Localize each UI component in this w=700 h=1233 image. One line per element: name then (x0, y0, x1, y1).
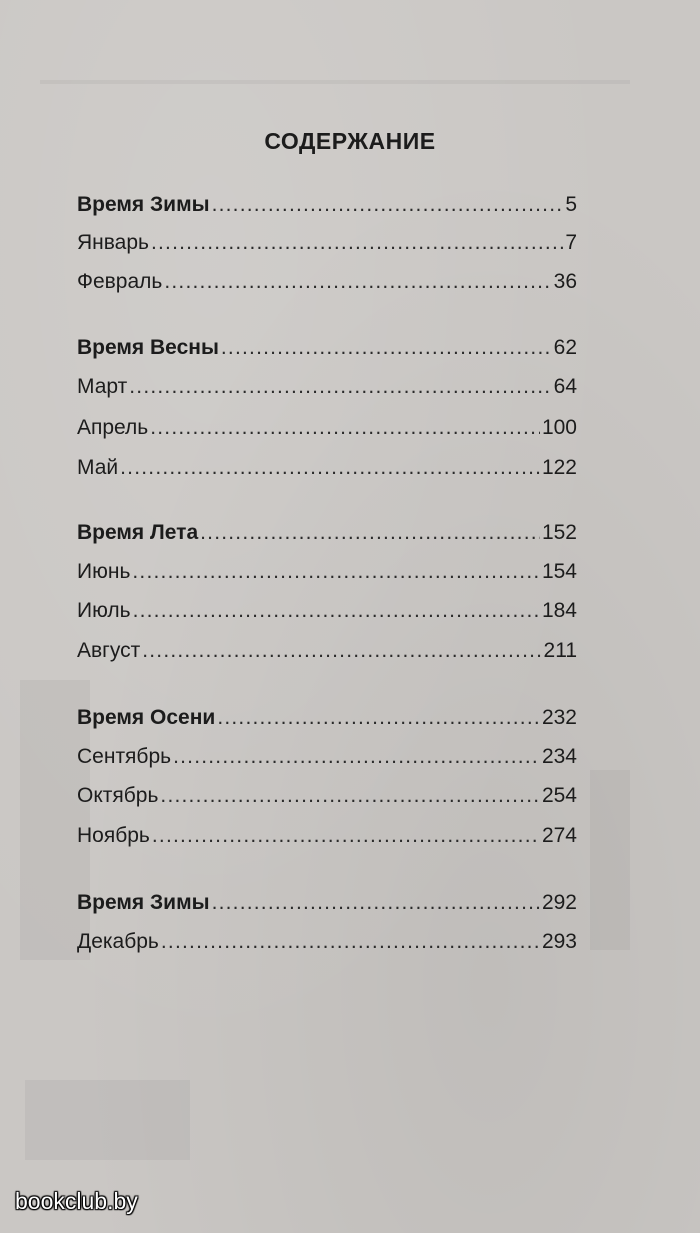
toc-leader-dots (212, 891, 540, 915)
toc-month-entry (77, 456, 577, 484)
toc-entry-label: Январь (77, 231, 149, 254)
toc-entry-label: Время Лета (77, 521, 199, 544)
toc-leader-dots (142, 639, 541, 663)
toc-section-entry (77, 193, 577, 221)
toc-entry-label: Время Весны (77, 336, 219, 359)
toc-leader-dots (150, 416, 540, 440)
toc-leader-dots (200, 521, 540, 545)
toc-month-entry (77, 416, 577, 444)
toc-month-entry (77, 270, 577, 298)
bleed-through-block (25, 1080, 190, 1160)
toc-section-entry (77, 706, 577, 734)
toc-section-entry (77, 521, 577, 549)
toc-leader-dots (133, 599, 540, 623)
toc-entry-label: Сентябрь (77, 745, 172, 768)
toc-entry-label: Август (77, 639, 141, 662)
page-title: СОДЕРЖАНИЕ (264, 128, 436, 154)
toc-leader-dots (161, 930, 540, 954)
toc-entry-page-number: 36 (553, 270, 577, 293)
toc-entry-label: Время Зимы (77, 891, 210, 914)
toc-entry-page-number: 122 (541, 456, 577, 479)
toc-entry-page-number: 5 (565, 193, 577, 216)
toc-leader-dots (129, 375, 551, 399)
toc-entry-page-number: 154 (541, 560, 577, 583)
toc-entry-page-number: 62 (553, 336, 577, 359)
bleed-through-block (40, 80, 630, 84)
toc-entry-page-number: 184 (541, 599, 577, 622)
toc-entry-label: Июль (77, 599, 131, 622)
toc-month-entry (77, 639, 577, 667)
toc-entry-label: Апрель (77, 416, 149, 439)
toc-entry-page-number: 293 (541, 930, 577, 953)
watermark: bookclub.by (15, 1188, 138, 1214)
toc-month-entry (77, 745, 577, 773)
toc-section-entry (77, 336, 577, 364)
toc-month-entry (77, 375, 577, 403)
toc-month-entry (77, 784, 577, 812)
toc-entry-page-number: 7 (565, 231, 577, 254)
toc-leader-dots (152, 824, 540, 848)
toc-leader-dots (132, 560, 540, 584)
toc-leader-dots (221, 336, 552, 360)
toc-entry-label: Май (77, 456, 119, 479)
toc-entry-label: Октябрь (77, 784, 159, 807)
toc-entry-page-number: 100 (541, 416, 577, 439)
toc-entry-page-number: 152 (541, 521, 577, 544)
toc-entry-label: Ноябрь (77, 824, 150, 847)
toc-month-entry (77, 599, 577, 627)
toc-leader-dots (173, 745, 540, 769)
toc-entry-label: Время Осени (77, 706, 216, 729)
toc-entry-page-number: 292 (541, 891, 577, 914)
toc-leader-dots (160, 784, 540, 808)
toc-entry-label: Июнь (77, 560, 131, 583)
toc-entry-page-number: 274 (541, 824, 577, 847)
toc-entry-page-number: 254 (541, 784, 577, 807)
toc-month-entry (77, 560, 577, 588)
toc-entry-label: Февраль (77, 270, 163, 293)
bleed-through-block (590, 770, 630, 950)
toc-leader-dots (212, 193, 564, 217)
toc-entry-page-number: 234 (541, 745, 577, 768)
toc-month-entry (77, 930, 577, 958)
toc-entry-page-number: 232 (541, 706, 577, 729)
toc-month-entry (77, 231, 577, 259)
toc-leader-dots (151, 231, 563, 255)
toc-leader-dots (164, 270, 551, 294)
toc-entry-page-number: 64 (553, 375, 577, 398)
toc-leader-dots (217, 706, 540, 730)
toc-entry-label: Декабрь (77, 930, 159, 953)
toc-month-entry (77, 824, 577, 852)
toc-leader-dots (120, 456, 540, 480)
toc-entry-label: Время Зимы (77, 193, 210, 216)
toc-entry-page-number: 211 (543, 639, 577, 662)
toc-section-entry (77, 891, 577, 919)
toc-entry-label: Март (77, 375, 128, 398)
